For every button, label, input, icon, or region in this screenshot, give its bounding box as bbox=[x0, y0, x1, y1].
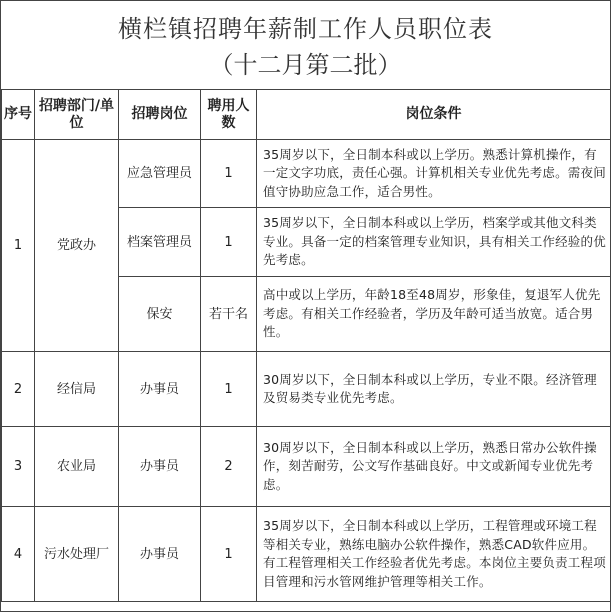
table-row bbox=[2, 427, 611, 507]
page-subtitle: （十二月第二批） bbox=[209, 51, 402, 79]
header-no: 序号 bbox=[2, 90, 35, 140]
count-cell: 1 bbox=[201, 140, 257, 208]
conditions-cell: 35周岁以下，全日制本科或以上学历，工程管理或环境工程等相关专业，熟练电脑办公软件操作，熟悉CAD软件应用。有工程管理相关工作经验者优先考虑。本岗位主要负责工程项目管理和污水管网维护管理等相关工作。 bbox=[257, 507, 611, 602]
header-count: 聘用人数 bbox=[201, 90, 257, 140]
count-cell: 1 bbox=[201, 507, 257, 602]
page-title: 横栏镇招聘年薪制工作人员职位表 bbox=[118, 15, 493, 43]
department-cell: 污水处理厂 bbox=[35, 507, 119, 602]
table-row bbox=[2, 352, 611, 427]
table-row bbox=[2, 140, 611, 208]
row-number: 4 bbox=[2, 507, 35, 602]
header-post: 招聘岗位 bbox=[119, 90, 201, 140]
positions-table bbox=[1, 89, 611, 602]
row-number: 1 bbox=[2, 140, 35, 352]
table-header-row bbox=[2, 90, 611, 140]
row-number: 2 bbox=[2, 352, 35, 427]
header-conditions: 岗位条件 bbox=[257, 90, 611, 140]
row-number: 3 bbox=[2, 427, 35, 507]
department-cell: 党政办 bbox=[35, 140, 119, 352]
header-dept: 招聘部门/单位 bbox=[35, 90, 119, 140]
post-cell: 应急管理员 bbox=[119, 140, 201, 208]
post-cell: 保安 bbox=[119, 277, 201, 352]
count-cell: 1 bbox=[201, 352, 257, 427]
post-cell: 办事员 bbox=[119, 352, 201, 427]
post-cell: 档案管理员 bbox=[119, 208, 201, 277]
table-row bbox=[2, 507, 611, 602]
conditions-cell: 30周岁以下，全日制本科或以上学历，熟悉日常办公软件操作，刻苦耐劳，公文写作基础良好。中文或新闻专业优先考虑。 bbox=[257, 427, 611, 507]
department-cell: 经信局 bbox=[35, 352, 119, 427]
count-cell: 2 bbox=[201, 427, 257, 507]
count-cell: 若干名 bbox=[201, 277, 257, 352]
count-cell: 1 bbox=[201, 208, 257, 277]
post-cell: 办事员 bbox=[119, 507, 201, 602]
conditions-cell: 35周岁以下，全日制本科或以上学历，档案学或其他文科类专业。具备一定的档案管理专业知识，具有相关工作经验的优先考虑。 bbox=[257, 208, 611, 277]
conditions-cell: 高中或以上学历，年龄18至48周岁，形象佳，复退军人优先考虑。有相关工作经验者，学历及年龄可适当放宽。适合男性。 bbox=[257, 277, 611, 352]
conditions-cell: 30周岁以下，全日制本科或以上学历，专业不限。经济管理及贸易类专业优先考虑。 bbox=[257, 352, 611, 427]
post-cell: 办事员 bbox=[119, 427, 201, 507]
conditions-cell: 35周岁以下，全日制本科或以上学历。熟悉计算机操作，有一定文字功底，责任心强。计算机相关专业优先考虑。需夜间值守协助应急工作，适合男性。 bbox=[257, 140, 611, 208]
department-cell: 农业局 bbox=[35, 427, 119, 507]
title-block bbox=[1, 1, 610, 89]
